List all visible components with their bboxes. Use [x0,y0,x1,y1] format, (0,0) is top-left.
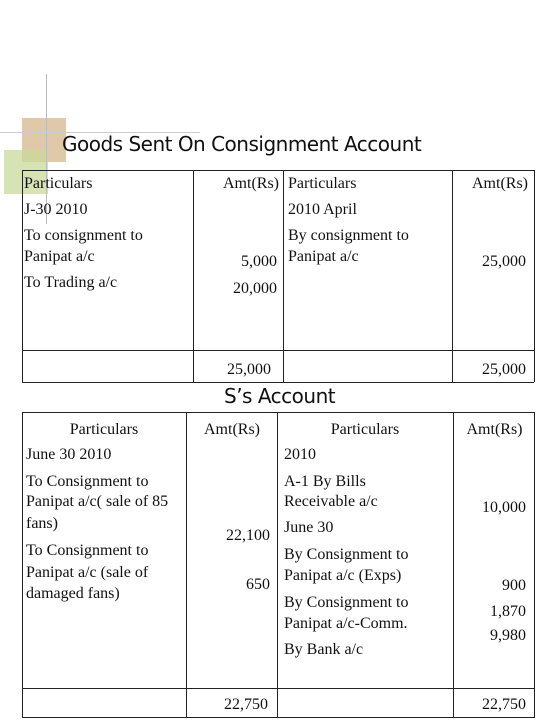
header-particulars-left: Particulars [69,421,139,438]
total-amount-left: 25,000 [227,361,271,378]
entry-text: To Consignment to [26,542,149,559]
header-amount-right: Amt(Rs) [466,421,523,438]
entry-text: To consignment to [24,227,143,244]
entry-text: J-30 2010 [24,201,88,218]
entry-text: By Consignment to [284,594,409,611]
entry-amount: 650 [246,576,270,593]
entry-text: 2010 [284,446,316,463]
entry-amount: 900 [502,577,526,594]
entry-text: Panipat a/c (sale of [26,564,149,581]
entry-text: 2010 April [288,201,357,218]
consignment-account-title: Goods Sent On Consignment Account [62,132,422,156]
table-border-top [22,170,534,171]
entry-amount: 10,000 [482,499,526,516]
total-row-divider [22,350,534,351]
entry-text: Panipat a/c( sale of 85 [26,493,169,510]
entry-text: By Consignment to [284,546,409,563]
entry-text: fans) [26,515,58,532]
entry-amount: 9,980 [490,627,526,644]
entry-amount: 5,000 [241,253,277,270]
entry-text: June 30 2010 [26,446,112,463]
entry-amount: 1,870 [490,603,526,620]
entry-text: damaged fans) [26,585,120,602]
entry-text: By consignment to [288,227,409,244]
entry-text: By Bank a/c [284,641,364,658]
table-border-bottom [22,717,534,718]
header-amount-left: Amt(Rs) [204,421,260,438]
entry-text: A-1 By Bills [284,473,366,490]
column-divider [453,412,454,718]
header-particulars-right: Particulars [330,421,400,438]
total-amount-left: 22,750 [224,696,268,713]
column-divider [186,412,187,718]
entry-text: June 30 [284,519,334,536]
entry-text: Panipat a/c (Exps) [284,567,402,584]
total-row-divider [22,688,534,689]
table-border-left [22,412,23,718]
total-amount-right: 25,000 [482,361,526,378]
entry-text: Panipat a/c [24,248,95,265]
entry-text: Receivable a/c [284,493,378,510]
header-particulars-right: Particulars [288,175,357,192]
table-border-top [22,412,534,413]
table-border-bottom [22,382,534,383]
entry-text: Panipat a/c [288,248,359,265]
column-divider [277,412,278,718]
entry-amount: 20,000 [233,280,277,297]
entry-text: Panipat a/c-Comm. [284,615,408,632]
total-amount-right: 22,750 [482,696,526,713]
header-amount-right: Amt(Rs) [472,175,528,192]
table-border-right [534,170,535,382]
header-amount-left: Amt(Rs) [223,175,279,192]
header-particulars-left: Particulars [24,175,93,192]
entry-amount: 25,000 [482,253,526,270]
entry-text: To Consignment to [26,473,149,490]
entry-amount: 22,100 [226,527,270,544]
entry-text: To Trading a/c [24,274,118,291]
table-border-right [534,412,535,718]
s-account-title: S’s Account [224,384,336,408]
